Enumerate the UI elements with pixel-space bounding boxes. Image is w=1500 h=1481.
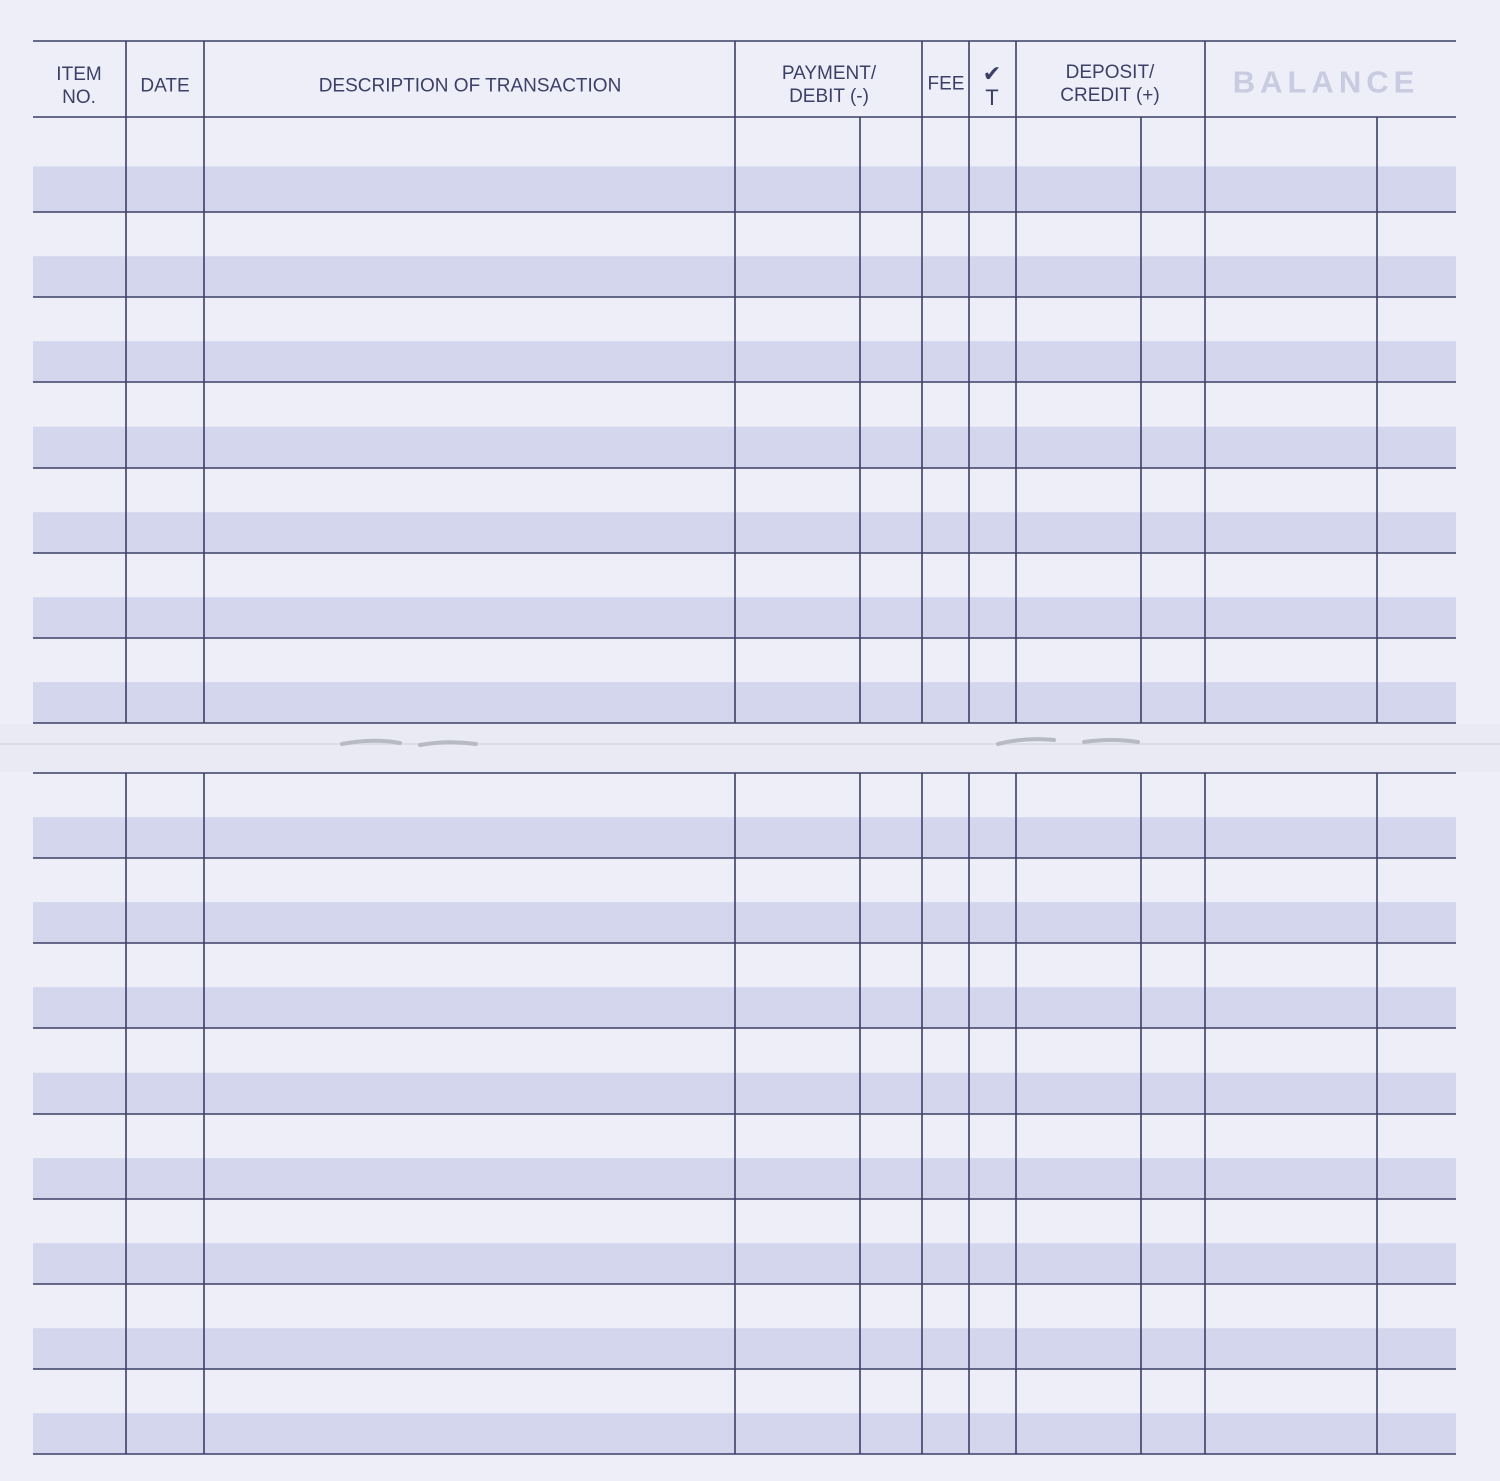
header-description: DESCRIPTION OF TRANSACTION (318, 75, 622, 97)
shaded-band (33, 597, 1456, 638)
shaded-band (33, 1073, 1456, 1114)
shaded-band (33, 987, 1456, 1028)
header-fee: FEE (927, 73, 965, 95)
shaded-band (33, 817, 1456, 858)
header-balance: BALANCE (1232, 64, 1420, 100)
shaded-band (33, 512, 1456, 553)
header-cleared-check: ✔ T (982, 61, 1002, 110)
shaded-band (33, 341, 1456, 382)
header-item-no: ITEM NO. (56, 64, 102, 108)
shaded-band (33, 902, 1456, 943)
shaded-band (33, 256, 1456, 297)
shaded-band (33, 427, 1456, 468)
shaded-band (33, 1158, 1456, 1199)
fold-gap (0, 724, 1500, 772)
shaded-band (33, 1243, 1456, 1284)
shaded-band (33, 1328, 1456, 1369)
shaded-band (33, 166, 1456, 212)
header-deposit-credit: DEPOSIT/ CREDIT (+) (1060, 62, 1160, 106)
header-date: DATE (140, 75, 190, 97)
shaded-band (33, 682, 1456, 723)
shaded-band (33, 1413, 1456, 1454)
header-payment-debit: PAYMENT/ DEBIT (-) (781, 63, 877, 107)
